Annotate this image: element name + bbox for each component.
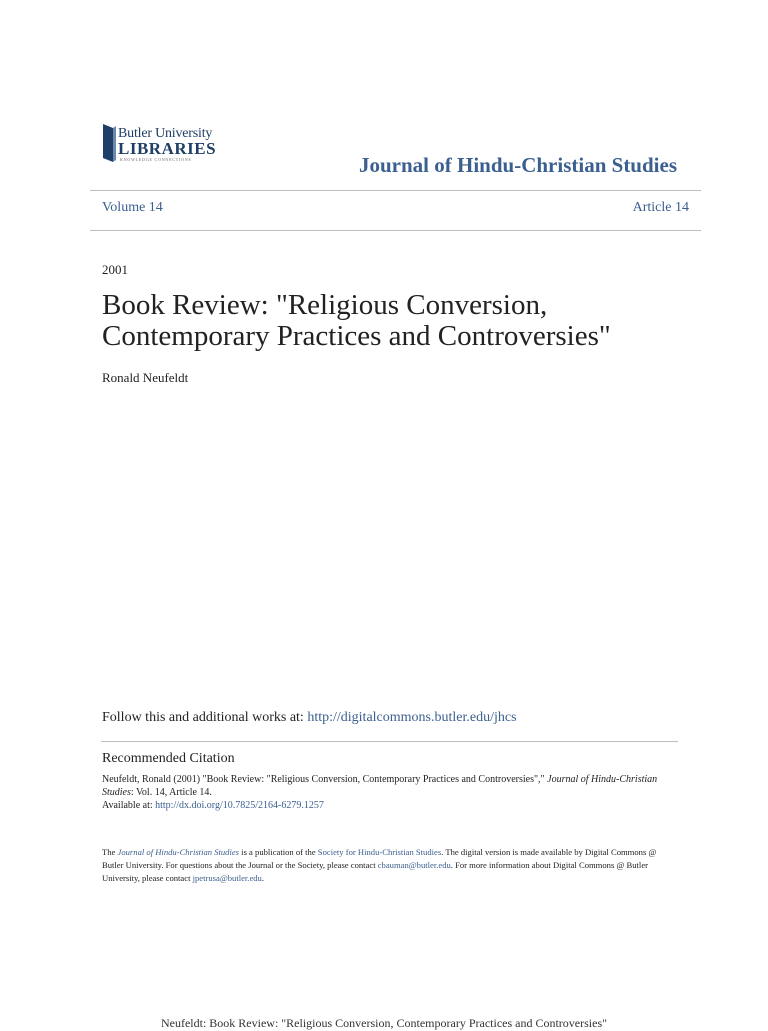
note-society-link[interactable]: Society for Hindu-Christian Studies: [317, 847, 442, 857]
running-footer: Neufeldt: Book Review: "Religious Conversion, Contemporary Practices and Controversies": [160, 1016, 608, 1030]
header-divider-top: [90, 190, 701, 191]
citation-doi-link[interactable]: http://dx.doi.org/10.7825/2164-6279.1257: [155, 800, 324, 811]
header-divider-bottom: [90, 230, 701, 231]
logo-line-university: Butler University: [118, 126, 213, 141]
recommended-citation-heading: Recommended Citation: [102, 751, 235, 766]
citation-block: [102, 773, 662, 812]
citation-divider: [101, 741, 678, 742]
article-title: Book Review: "Religious Conversion, Contemporary Practices and Controversies": [102, 289, 611, 352]
publication-note: [102, 846, 662, 885]
follow-text: Follow this and additional works at:: [102, 710, 308, 725]
butler-libraries-logo: [101, 120, 231, 172]
journal-title-link[interactable]: Journal of Hindu-Christian Studies: [359, 153, 677, 177]
note-the: The: [102, 847, 118, 857]
follow-link[interactable]: http://digitalcommons.butler.edu/jhcs: [307, 710, 517, 725]
article-link[interactable]: Article 14: [632, 200, 689, 215]
citation-text: Neufeldt, Ronald (2001) "Book Review: "Religious Conversion, Contemporary Practices and Controversies",": [102, 774, 548, 785]
note-email1-link[interactable]: cbauman@butler.edu: [377, 860, 451, 870]
note-end: .: [261, 873, 265, 883]
publication-year: 2001: [102, 262, 128, 277]
author-name: Ronald Neufeldt: [102, 370, 189, 385]
citation-volume: : Vol. 14, Article 14.: [130, 787, 212, 798]
note-email2-link[interactable]: jpetrusa@butler.edu: [192, 873, 262, 883]
citation-journal: Journal of Hindu-Christian Studies: [102, 774, 658, 798]
butler-logo-icon: [101, 122, 117, 166]
note-journal-link[interactable]: Journal of Hindu-Christian Studies: [117, 847, 240, 857]
note-more: . For more information about Digital Commons @ Butler University, please contact: [102, 860, 648, 883]
volume-link[interactable]: Volume 14: [102, 200, 163, 215]
citation-available-label: Available at:: [102, 800, 156, 811]
note-is-pub: is a publication of the: [239, 847, 318, 857]
logo-line-libraries: LIBRARIES: [118, 139, 217, 158]
follow-line: [102, 710, 517, 726]
logo-line-tagline: KNOWLEDGE CONNECTIONS: [120, 157, 192, 162]
note-digital: . The digital version is made available by Digital Commons @ Butler University. For questions about the Journal or the Society, please contact: [102, 847, 657, 870]
